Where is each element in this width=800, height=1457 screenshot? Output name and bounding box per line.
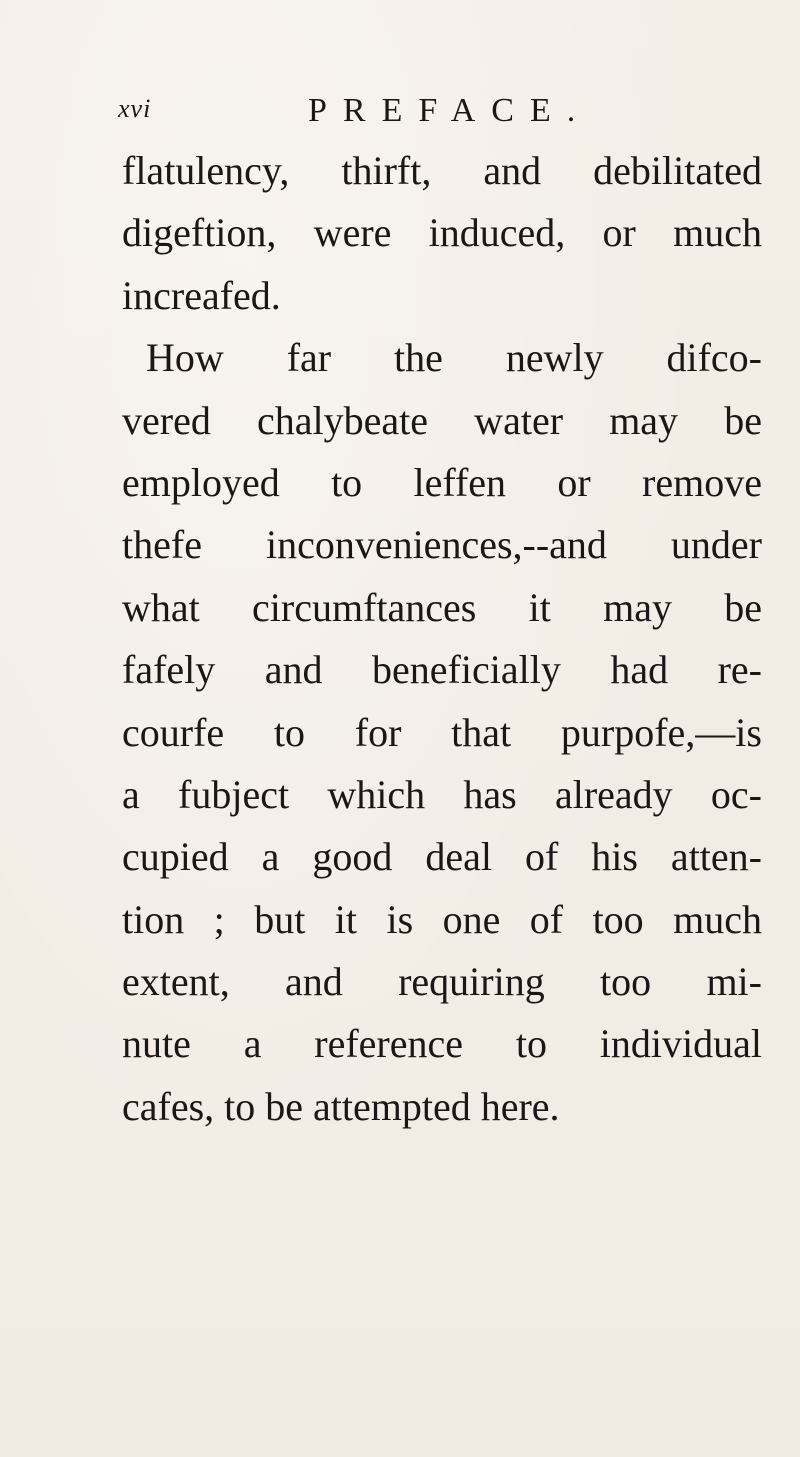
paragraph-1 <box>122 140 762 327</box>
text-line: what circumftances it may be <box>122 584 762 630</box>
text-line: tion ; but it is one of too much <box>122 896 762 942</box>
text-line: vered chalybeate water may be <box>122 397 762 443</box>
text-line: flatulency, thirft, and debilitated <box>122 148 762 193</box>
page-header <box>0 92 800 132</box>
text-line: thefe inconveniences,--and under <box>122 522 762 568</box>
text-line: nute a reference to individual <box>122 1021 762 1067</box>
text-line: increafed. <box>122 272 281 318</box>
text-line: a fubject which has already oc- <box>122 771 762 817</box>
text-line: How far the newly difco- <box>146 335 762 381</box>
text-line: courfe to for that purpofe,—is <box>122 709 762 755</box>
text-line: digeftion, were induced, or much <box>122 210 762 256</box>
paragraph-2 <box>122 327 762 1138</box>
text-line: extent, and requiring too mi- <box>122 959 762 1005</box>
body-text <box>122 140 762 1138</box>
text-line: fafely and beneficially had re- <box>122 647 762 693</box>
text-line: employed to leffen or remove <box>122 459 762 505</box>
running-head: PREFACE. <box>308 92 592 129</box>
text-line: cafes, to be attempted here. <box>122 1083 560 1129</box>
page-number: xvi <box>118 94 152 123</box>
text-line: cupied a good deal of his atten- <box>122 834 762 880</box>
